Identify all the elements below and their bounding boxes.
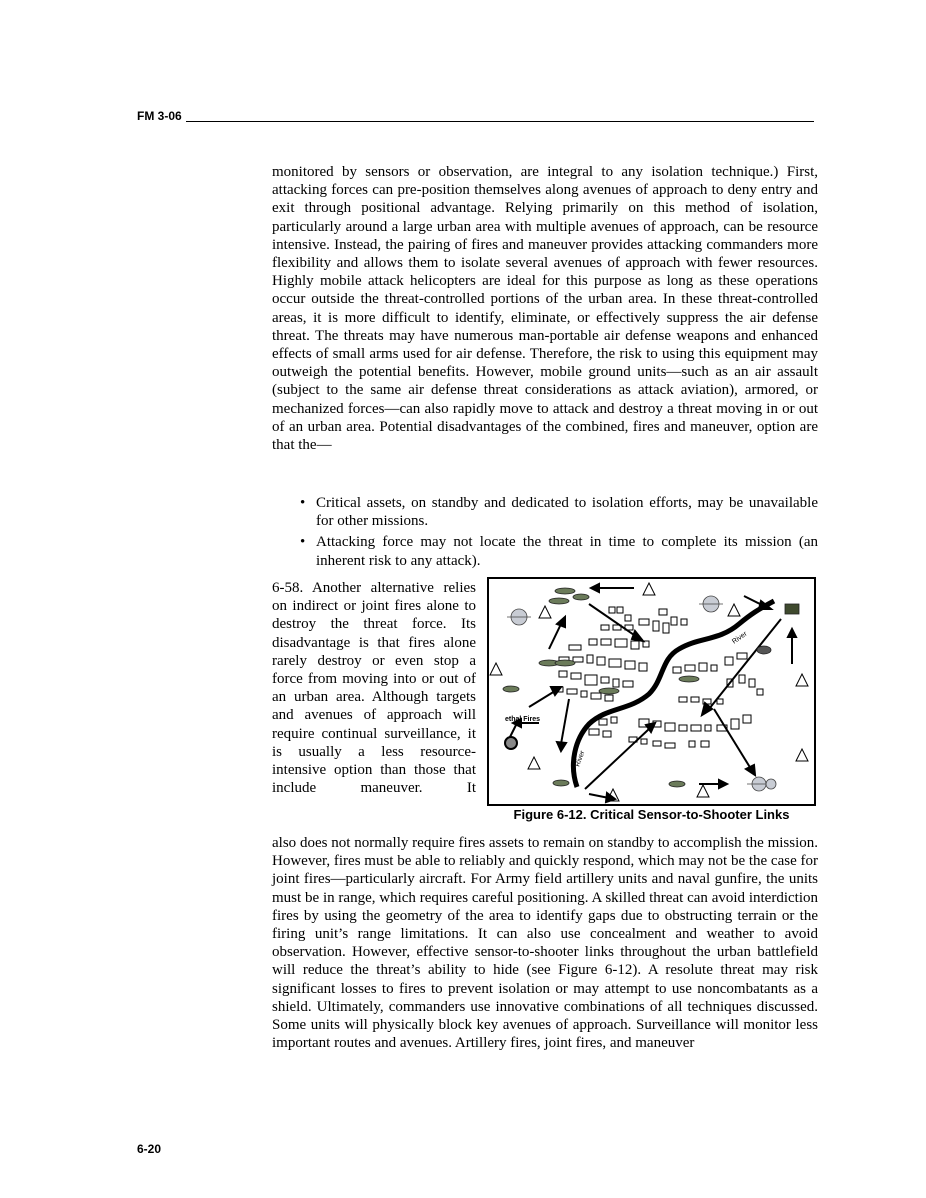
bullet-text: Critical assets, on standby and dedicated to isolation efforts, may be unavailable for other missions. xyxy=(316,495,818,530)
bottom-paragraph xyxy=(272,834,818,1052)
page-header-label: FM 3-06 xyxy=(137,109,182,123)
list-item xyxy=(272,533,818,569)
bullet-icon: • xyxy=(300,495,306,511)
wrapped-paragraph xyxy=(272,579,476,797)
list-item xyxy=(272,494,818,530)
figure-caption: Figure 6-12. Critical Sensor-to-Shooter Links xyxy=(513,807,790,822)
header-rule xyxy=(186,121,814,122)
top-paragraph xyxy=(272,163,818,454)
lethal-fires-label: ethal Fires xyxy=(505,716,541,723)
paragraph-text: monitored by sensors or observation, are integral to any isolation technique.) First, attacking forces can pre-position themselves along avenues of approach to deny entry and exit through positional advantage. Relying primarily on this method of isolation, particularly around a large urban area with multiple avenues of approach, can be resource intensive. Instead, the pairing of fires and maneuver provides attacking commanders more flexibility and allows them to isolate several avenues of approach with fewer resources. Highly mobile attack helicopters are ideal for this purpose as long as these operations occur outside the threat-controlled portions of the urban area. In these threat-controlled areas, it is more difficult to identify, eliminate, or effectively suppress the air defense threat. The threats may have numerous man-portable air defense weapons and enhanced effects of small arms used for air defense. Therefore, the risk to using this equipment may outweigh the potential benefits. However, mobile ground units—such as an air assault (subject to the same air defense threat considerations as attack aviation), armored, or mechanized forces—can also rapidly move to attack and destroy a threat moving in or out of an urban area. Potential disadvantages of the combined, fires and maneuver, option are that the— xyxy=(272,164,818,454)
river-label-lower: River xyxy=(574,749,587,768)
link-arrows xyxy=(513,584,796,802)
page-number: 6-20 xyxy=(137,1142,162,1156)
paragraph-text: also does not normally require fires assets to remain on standby to accomplish the mission. However, fires must be able to reliably and quickly respond, which may not be the case for joint fires—particularly aircraft. For Army field artillery units and naval gunfire, the units must be in range, which requires careful positioning. A skilled threat can avoid interdiction fires by using the geometry of the area to identify gaps due to obstructing terrain or the firing unit’s range limitations. It can also use concealment and weather to avoid observation. However, effective sensor-to-shooter links throughout the urban battlefield will reduce the threat’s ability to hide (see Figure 6-12). A resolute threat may risk significant losses to fires to prevent isolation or may attempt to use noncombatants as a shield. Ultimately, commanders use innovative combinations of all techniques discussed. Some units will physically block key avenues of approach. Surveillance will monitor less important routes and avenues. Artillery fires, joint fires, and maneuver xyxy=(272,835,818,1052)
bullet-text: Attacking force may not locate the threat in time to complete its mission (an inherent risk to any attack). xyxy=(316,534,818,569)
figure-illustration xyxy=(489,579,814,804)
paragraph-text: 6-58. Another alternative relies on indirect or joint fires alone to destroy the threat force. Its disadvantage is that fires alone rarely destroy or even stop a force from moving into or out of an urban area. Although targets and avenues of approach will require continual surveillance, it is usually a less resource-intensive option than those that include maneuver. It xyxy=(272,580,476,797)
river-label-upper: River xyxy=(731,630,749,646)
bullet-icon: • xyxy=(300,534,306,551)
figure-sensor-shooter-links xyxy=(487,577,816,806)
bullet-list xyxy=(272,494,818,573)
